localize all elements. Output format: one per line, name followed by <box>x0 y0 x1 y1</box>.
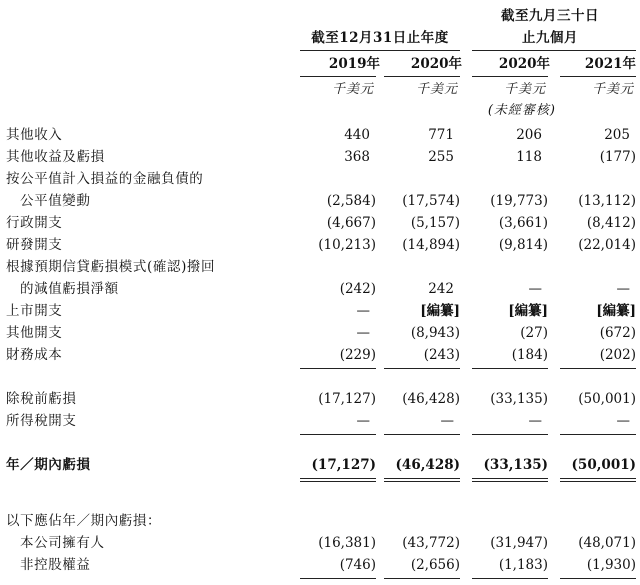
row-value: (4,667) <box>326 215 376 231</box>
row-label: 研發開支 <box>6 237 63 253</box>
row-value: (672) <box>599 325 636 341</box>
row-label: 非控股權益 <box>20 557 91 573</box>
bottom-rule <box>300 578 376 579</box>
row-label: 所得稅開支 <box>6 413 77 429</box>
year-2020: 2020年 <box>410 56 462 72</box>
row-value: (229) <box>339 347 376 363</box>
row-value: (16,381) <box>318 535 376 551</box>
row-label: 除稅前虧損 <box>6 391 77 407</box>
row-value: (746) <box>339 557 376 573</box>
unit-col3: 千美元 <box>503 82 546 97</box>
row-value: — <box>440 413 454 429</box>
row-value: (9,814) <box>498 237 548 253</box>
total-double-rule <box>560 478 636 482</box>
period-header-line1: 截至九月三十日 <box>501 8 599 24</box>
row-value: — <box>616 413 630 429</box>
total-loss-value: (33,135) <box>483 457 548 473</box>
total-double-rule <box>384 478 460 482</box>
year-header: 截至12月31日止年度 <box>311 30 449 46</box>
row-value: — <box>616 281 630 297</box>
year-2019: 2019年 <box>328 56 380 72</box>
row-value: (17,127) <box>318 391 376 407</box>
row-value: (1,930) <box>586 557 636 573</box>
subtotal-rule <box>472 368 548 369</box>
row-value: (27) <box>520 325 548 341</box>
attribution-heading: 以下應佔年／期內虧損： <box>6 513 162 529</box>
row-value: 440 <box>344 127 370 143</box>
subtotal-rule <box>384 434 460 435</box>
row-label: 上市開支 <box>6 303 63 319</box>
period-2021: 2021年 <box>584 56 636 72</box>
row-value: (202) <box>599 347 636 363</box>
row-value: (2,584) <box>326 193 376 209</box>
row-value: — <box>528 413 542 429</box>
row-value: — <box>356 303 370 319</box>
col3-rule <box>472 76 548 77</box>
row-value: (43,772) <box>402 535 460 551</box>
row-value: (184) <box>511 347 548 363</box>
period-header-line2: 止九個月 <box>522 30 578 46</box>
row-value: 771 <box>428 127 454 143</box>
unit-col1: 千美元 <box>331 82 374 97</box>
row-value: 118 <box>516 149 542 165</box>
row-value: (33,135) <box>490 391 548 407</box>
row-value: (14,894) <box>402 237 460 253</box>
period-2020: 2020年 <box>498 56 550 72</box>
subtotal-rule <box>300 368 376 369</box>
row-value: (8,412) <box>586 215 636 231</box>
row-label: 按公平值計入損益的金融負債的 <box>6 171 204 187</box>
row-value: (3,661) <box>498 215 548 231</box>
row-label: 行政開支 <box>6 215 63 231</box>
total-loss-label: 年／期內虧損 <box>6 457 91 473</box>
row-value: 255 <box>428 149 454 165</box>
row-label: 財務成本 <box>6 347 63 363</box>
subtotal-rule <box>560 434 636 435</box>
total-loss-value: (50,001) <box>571 457 636 473</box>
bottom-rule <box>384 578 460 579</box>
total-loss-value: (17,127) <box>311 457 376 473</box>
bottom-rule <box>472 578 548 579</box>
row-label: 其他收益及虧損 <box>6 149 105 165</box>
col4-rule <box>560 76 636 77</box>
row-value: — <box>528 281 542 297</box>
row-label: 本公司擁有人 <box>20 535 105 551</box>
row-label: 其他收入 <box>6 127 63 143</box>
row-value: 205 <box>604 127 630 143</box>
total-double-rule <box>472 478 548 482</box>
row-value: (22,014) <box>578 237 636 253</box>
subtotal-rule <box>472 434 548 435</box>
row-value: (50,001) <box>578 391 636 407</box>
row-label: 根據預期信貸虧損模式(確認)撥回 <box>6 259 216 275</box>
row-value: (177) <box>599 149 636 165</box>
row-value: (242) <box>339 281 376 297</box>
row-value: (17,574) <box>402 193 460 209</box>
row-value: (19,773) <box>490 193 548 209</box>
unit-col4: 千美元 <box>591 82 634 97</box>
year-header-rule <box>300 50 460 51</box>
row-value: (10,213) <box>318 237 376 253</box>
row-label: 的減值虧損淨額 <box>20 281 119 297</box>
row-value: (5,157) <box>410 215 460 231</box>
row-label: 其他開支 <box>6 325 63 341</box>
subtotal-rule <box>384 368 460 369</box>
unaudited-note: (未經審核) <box>487 103 556 118</box>
redacted-value: [編纂] <box>420 303 460 319</box>
total-loss-value: (46,428) <box>395 457 460 473</box>
row-value: 242 <box>428 281 454 297</box>
total-double-rule <box>300 478 376 482</box>
row-label: 公平值變動 <box>20 193 91 209</box>
row-value: (31,947) <box>490 535 548 551</box>
redacted-value: [編纂] <box>508 303 548 319</box>
row-value: (243) <box>423 347 460 363</box>
row-value: (48,071) <box>578 535 636 551</box>
row-value: (46,428) <box>402 391 460 407</box>
redacted-value: [編纂] <box>596 303 636 319</box>
row-value: — <box>356 413 370 429</box>
unit-col2: 千美元 <box>415 82 458 97</box>
row-value: — <box>356 325 370 341</box>
row-value: 206 <box>516 127 542 143</box>
subtotal-rule <box>560 368 636 369</box>
period-header-rule <box>472 50 636 51</box>
row-value: (2,656) <box>410 557 460 573</box>
row-value: (1,183) <box>498 557 548 573</box>
row-value: 368 <box>344 149 370 165</box>
subtotal-rule <box>300 434 376 435</box>
row-value: (13,112) <box>578 193 636 209</box>
col1-rule <box>300 76 376 77</box>
bottom-rule <box>560 578 636 579</box>
col2-rule <box>384 76 460 77</box>
row-value: (8,943) <box>410 325 460 341</box>
